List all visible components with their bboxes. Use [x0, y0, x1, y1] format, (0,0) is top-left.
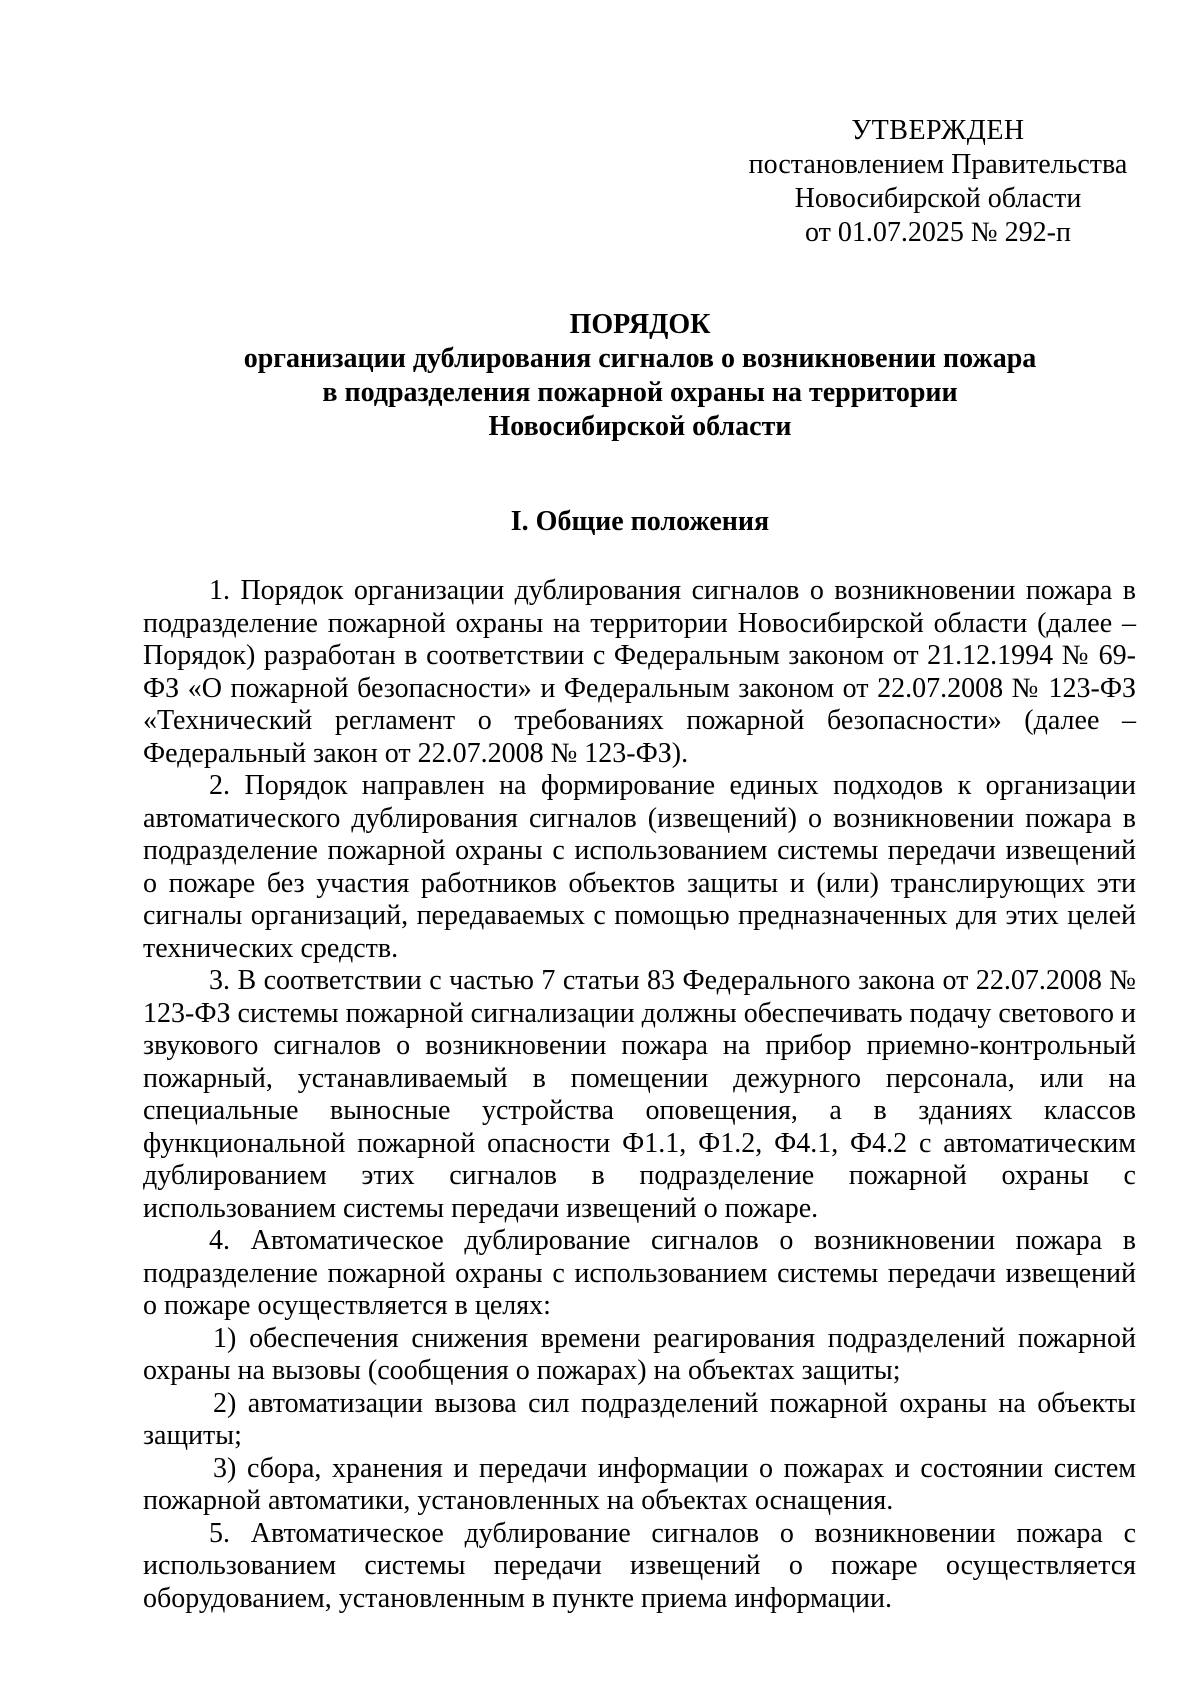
- paragraph-4-item-2: 2) автоматизации вызова сил подразделений пожарной охраны на объекты защиты;: [143, 1387, 1136, 1451]
- document-title: [140, 308, 1140, 444]
- paragraph-2: 2. Порядок направлен на формирование единых подходов к организации автоматического дублирования сигналов (извещений) о возникновении пожара в подразделение пожарной охраны с использованием системы передачи извещений о пожаре без участия работников объектов защиты и (или) транслирующих эти сигналы организаций, передаваемых с помощью предназначенных для этих целей технических средств.: [143, 770, 1136, 964]
- approval-stamp: [748, 114, 1128, 250]
- approval-line-1: постановлением Правительства: [748, 149, 1128, 180]
- paragraph-4-item-3: 3) сбора, хранения и передачи информации о пожарах и состоянии систем пожарной автоматики, установленных на объектах оснащения.: [143, 1452, 1136, 1516]
- document-title-line-3: в подразделения пожарной охраны на территории: [322, 377, 958, 408]
- paragraph-4: 4. Автоматическое дублирование сигналов о возникновении пожара в подразделение пожарной охраны с использованием системы передачи извещений о пожаре осуществляется в целях:: [143, 1225, 1136, 1321]
- document-body: [143, 575, 1136, 1615]
- paragraph-5: 5. Автоматическое дублирование сигналов о возникновении пожара с использованием системы передачи извещений о пожаре осуществляется оборудованием, установленным в пункте приема информации.: [143, 1517, 1136, 1614]
- approval-date-number: от 01.07.2025 № 292-п: [805, 217, 1071, 248]
- paragraph-3: 3. В соответствии с частью 7 статьи 83 Федерального закона от 22.07.2008 № 123-ФЗ системы пожарной сигнализации должны обеспечивать подачу светового и звукового сигналов о возникновении пожара на прибор приемно-контрольный пожарный, устанавливаемый в помещении дежурного персонала, или на специальные выносные устройства оповещения, а в зданиях классов функциональной пожарной опасности Ф1.1, Ф1.2, Ф4.1, Ф4.2 с автоматическим дублированием этих сигналов в подразделение пожарной охраны с использованием системы передачи извещений о пожаре.: [143, 965, 1136, 1224]
- paragraph-1: 1. Порядок организации дублирования сигналов о возникновении пожара в подразделение пожарной охраны на территории Новосибирской области (далее – Порядок) разработан в соответствии с Федеральным законом от 21.12.1994 № 69-ФЗ «О пожарной безопасности» и Федеральным законом от 22.07.2008 № 123-ФЗ «Технический регламент о требованиях пожарной безопасности» (далее – Федеральный закон от 22.07.2008 № 123-ФЗ).: [143, 575, 1136, 769]
- paragraph-4-item-1: 1) обеспечения снижения времени реагирования подразделений пожарной охраны на вызовы (сообщения о пожарах) на объектах защиты;: [143, 1322, 1136, 1386]
- document-title-line-1: ПОРЯДОК: [569, 309, 711, 340]
- approval-line-2: Новосибирской области: [794, 183, 1082, 214]
- section-heading: I. Общие положения: [510, 506, 770, 537]
- approval-title: УТВЕРЖДЕН: [851, 115, 1025, 146]
- document-title-line-2: организации дублирования сигналов о возникновении пожара: [243, 343, 1037, 374]
- document-title-line-4: Новосибирской области: [488, 411, 792, 442]
